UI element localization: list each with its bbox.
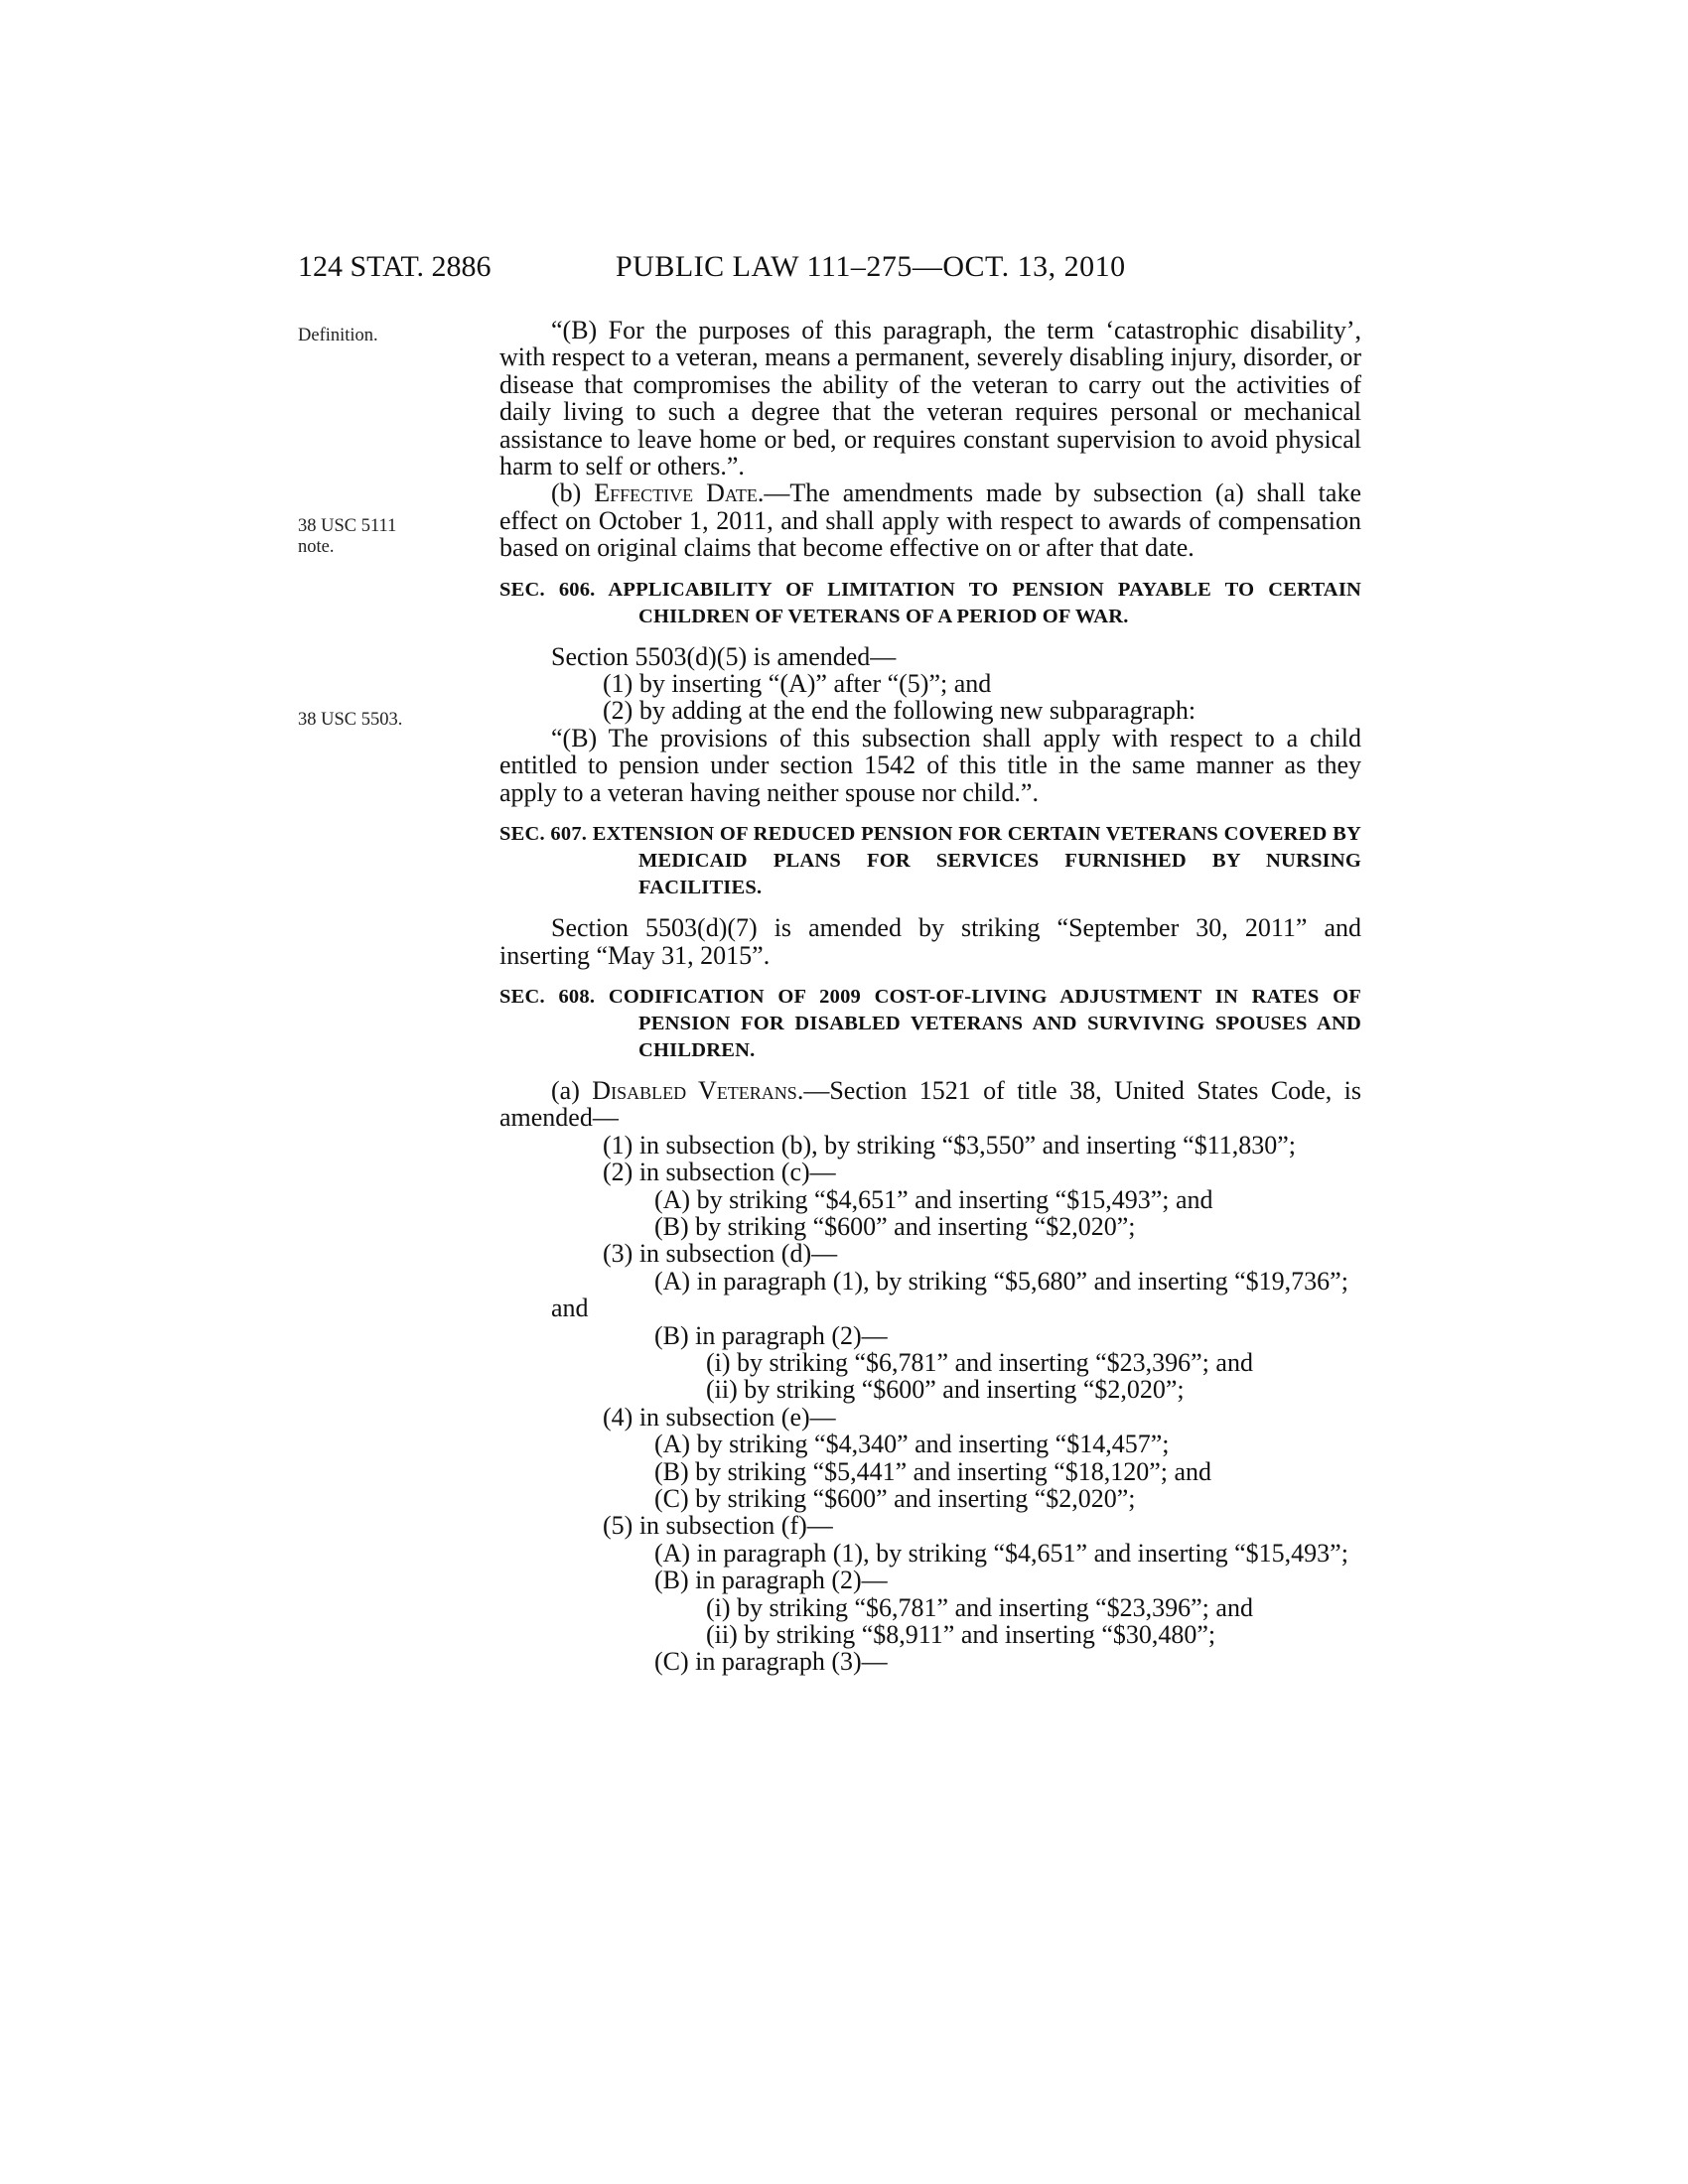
section-607-heading: SEC. 607. EXTENSION OF REDUCED PENSION FOR CERTAIN VETERANS COVERED BY MEDICAID PLANS FOR SERVICES FURNISHED BY NURSING FACILITIES. — [499, 823, 1361, 899]
amendment-item-4a: (A) by striking “$4,340” and inserting “$14,457”; — [654, 1430, 1170, 1459]
amendment-item-5: (5) in subsection (f)— — [603, 1511, 833, 1541]
margin-note-note: note. — [298, 537, 335, 557]
effective-date-text: .—The amendments made by subsection (a) shall take effect on October 1, 2011, and shall apply with respect to awards of compensation based on original claims that become effective on or after that date. — [499, 478, 1361, 563]
amendment-item-5c: (C) in paragraph (3)— — [654, 1647, 888, 1677]
catastrophic-disability-definition: “(B) For the purposes of this paragraph, the term ‘catastrophic disability’, with respect to a veteran, means a permanent, severely disabling injury, disorder, or disease that compromises the ability of the veteran to carry out the activities of daily living to such a degree that the veteran requires personal or mechanical assistance to leave home or bed, or requires constant supervision to avoid physical harm to self or others.”. — [499, 316, 1361, 481]
amendment-item-2b: (B) by striking “$600” and inserting “$2,020”; — [654, 1211, 1136, 1241]
amendment-item-1: (1) in subsection (b), by striking “$3,550” and inserting “$11,830”; — [603, 1130, 1297, 1160]
amendment-item-4c: (C) by striking “$600” and inserting “$2,020”; — [654, 1484, 1136, 1513]
page-header — [298, 250, 1361, 290]
section-608-a-label: (a) — [551, 1075, 593, 1105]
section-608-a-text: .—Section 1521 of title 38, United States Code, is amended— — [499, 1075, 1361, 1133]
section-606-heading: SEC. 606. APPLICABILITY OF LIMITATION TO PENSION PAYABLE TO CERTAIN CHILDREN OF VETERANS OF A PERIOD OF WAR. — [499, 578, 1361, 627]
section-608-a-paragraph — [499, 1077, 1361, 1132]
amendment-item-3b-ii: (ii) by striking “$600” and inserting “$2,020”; — [706, 1375, 1185, 1405]
margin-note-38-usc-5111: 38 USC 5111 — [298, 516, 397, 536]
amendment-item-4b: (B) by striking “$5,441” and inserting “$18,120”; and — [654, 1456, 1212, 1486]
section-606-intro: Section 5503(d)(5) is amended— — [551, 641, 897, 671]
margin-note-definition: Definition. — [298, 326, 378, 345]
amendment-item-3a: (A) in paragraph (1), by striking “$5,680” and inserting “$19,736”; and — [551, 1266, 1348, 1323]
section-608-heading: SEC. 608. CODIFICATION OF 2009 COST-OF-LIVING ADJUSTMENT IN RATES OF PENSION FOR DISABLED VETERANS AND SURVIVING SPOUSES AND CHILDREN. — [499, 985, 1361, 1061]
amendment-item-5b-ii: (ii) by striking “$8,911” and inserting “$30,480”; — [706, 1620, 1216, 1650]
amendment-item-2a: (A) by striking “$4,651” and inserting “$15,493”; and — [654, 1184, 1213, 1214]
amendment-item-3: (3) in subsection (d)— — [603, 1239, 838, 1269]
amendment-item-4: (4) in subsection (e)— — [603, 1402, 836, 1432]
section-606-subparagraph-b: “(B) The provisions of this subsection shall apply with respect to a child entitled to pension under section 1542 of this title in the same manner as they apply to a veteran having neither spouse nor child.”. — [499, 723, 1361, 807]
effective-date-paragraph — [499, 479, 1361, 561]
amendment-item-5b-i: (i) by striking “$6,781” and inserting “$23,396”; and — [706, 1592, 1253, 1622]
public-law-title: PUBLIC LAW 111–275—OCT. 13, 2010 — [616, 250, 1126, 283]
disabled-veterans-heading: Disabled Veterans — [592, 1075, 797, 1105]
amendment-item-3b-i: (i) by striking “$6,781” and inserting “$23,396”; and — [706, 1347, 1253, 1377]
section-606-item-2: (2) by adding at the end the following new subparagraph: — [603, 696, 1196, 726]
amendment-item-3b: (B) in paragraph (2)— — [654, 1320, 888, 1350]
section-606-item-1: (1) by inserting “(A)” after “(5)”; and — [603, 669, 992, 699]
section-607-text: Section 5503(d)(7) is amended by striking “September 30, 2011” and inserting “May 31, 2015”. — [499, 913, 1361, 970]
effective-date-heading: Effective Date — [594, 478, 758, 508]
effective-date-label: (b) — [551, 478, 595, 508]
amendment-item-5a: (A) in paragraph (1), by striking “$4,651” and inserting “$15,493”; — [654, 1538, 1348, 1568]
amendment-item-5b: (B) in paragraph (2)— — [654, 1566, 888, 1595]
stat-page-number: 124 STAT. 2886 — [298, 250, 492, 283]
margin-note-38-usc-5503: 38 USC 5503. — [298, 710, 403, 730]
amendment-item-2: (2) in subsection (c)— — [603, 1158, 836, 1187]
document-body — [499, 317, 1361, 1676]
